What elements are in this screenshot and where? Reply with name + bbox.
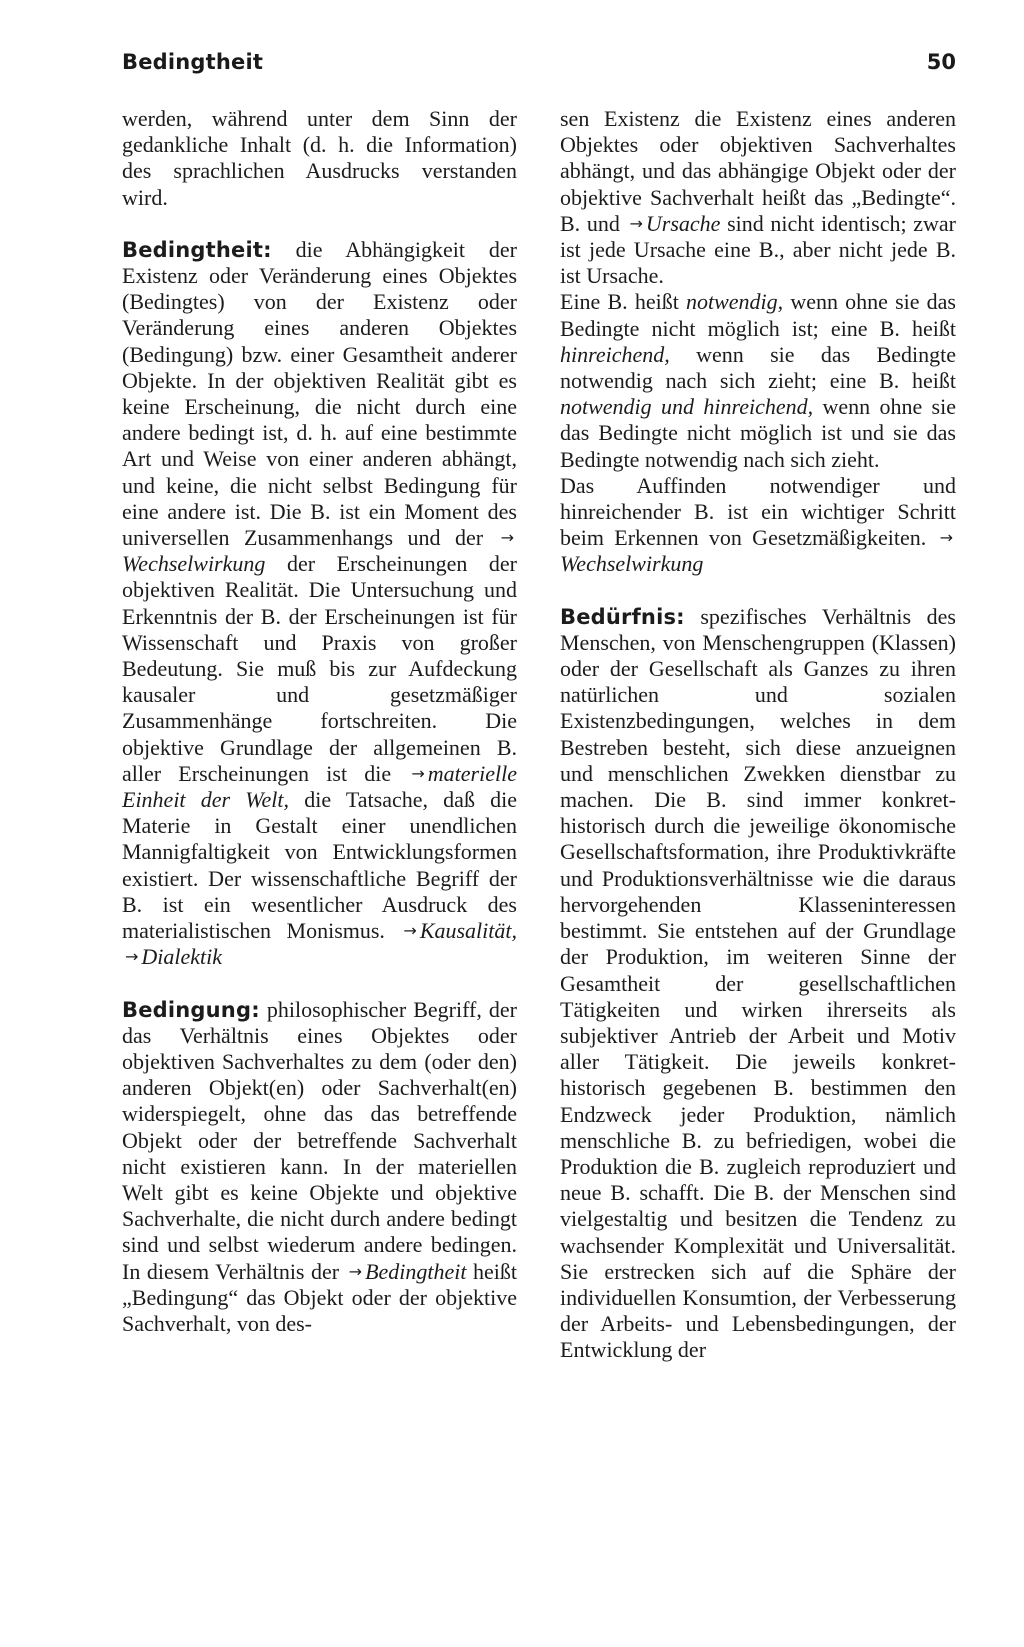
entry-text: spezifisches Verhältnis des Menschen, von Menschengruppen (Klassen) oder der Gesellschaft als Ganzes zu ihren natürlichen und sozialen Existenzbedingungen, welches in dem Bestreben besteht, sich diese anzueignen und menschlichen Zwekken dienstbar zu machen. Die B. sind immer konkret-historisch durch die jeweilige ökonomische Gesellschaftsformation, ihre Produktivkräfte und Produktionsverhältnisse wie die daraus hervorgehenden Klasseninteressen bestimmt. Sie entstehen auf der Grundlage der Produktion, im weiteren Sinne der Gesamtheit der gesellschaftlichen Tätigkeiten und wirken ihrerseits als subjektiver Antrieb der Arbeit und Motiv aller Tätigkeit. Die jeweils konkret-historisch gegebenen B. bestimmen den Endzweck jeder Produktion, nämlich menschliche B. zu befriedigen, wobei die Produktion die B. zugleich reproduziert und neue B. schafft. Die B. der Menschen sind vielgestaltig und besitzen die Tendenz zu wachsender Komplexität und Universalität. Sie erstrecken sich auf die Sphäre der individuellen Konsumtion, der Verbesserung der Arbeits- und Lebensbedingungen, der Entwicklung der — [560, 603, 956, 1363]
entry-text: philosophischer Begriff, der das Verhältnis eines Objektes oder objektiven Sachverhaltes zu dem (oder den) anderen Objekt(en) oder Sachverhalt(en) widerspiegelt, ohne das das betreffende Objekt oder der betreffende Sachverhalt nicht existieren kann. In der materiellen Welt gibt es keine Objekte und objektive Sachverhalte, die nicht durch andere bedingt sind und selbst wiederum andere bedingen. In diesem Verhältnis der — [122, 996, 517, 1284]
entry-text: wenn sie das Bedingte notwendig nach sich zieht; eine B. heißt — [560, 341, 956, 394]
cross-reference-arrow-icon: → — [403, 921, 417, 941]
cross-reference-arrow-icon: → — [125, 947, 139, 967]
cross-reference-arrow-icon: → — [629, 213, 643, 233]
cross-reference-link[interactable]: materielle Einheit der Welt, — [122, 760, 517, 813]
cross-reference-link[interactable]: Ursache — [645, 210, 721, 236]
entry-text: sen Existenz die Existenz eines anderen Objektes oder objektiven Sachverhaltes abhängt, und das abhängige Objekt oder der objektive Sachverhalt heißt das „Bedingte“. B. und — [560, 106, 956, 236]
entry-bedingung — [122, 997, 517, 1338]
right-column — [560, 106, 956, 1364]
cross-reference-link[interactable]: Dialektik — [141, 944, 223, 970]
entry-text: wenn ohne sie das Bedingte nicht möglich ist und sie das Bedingte notwendig nach sich zieht. — [560, 394, 956, 472]
entry-text: die Tatsache, daß die Materie in Gestalt einer unendlichen Mannigfaltigkeit von Entwicklungsformen existiert. Der wissenschaftliche Begriff der B. ist ein wesentlicher Ausdruck des materialistischen Monismus. — [122, 787, 517, 944]
emphasis-term: notwendig und hinreichend, — [560, 394, 814, 420]
cross-reference-arrow-icon: → — [348, 1261, 363, 1281]
entry-text: der Erscheinungen der objektiven Realität. Die Untersuchung und Erkenntnis der B. der Erscheinungen ist für Wissenschaft und Praxis von großer Bedeutung. Sie muß bis zur Aufdeckung kausaler und gesetzmäßiger Zusammenhänge fortschreiten. Die objektive Grundlage der allgemeinen B. aller Erscheinungen ist die — [122, 551, 517, 786]
continuation-paragraph — [560, 106, 956, 289]
cross-reference-link[interactable]: Bedingtheit — [365, 1258, 467, 1284]
emphasis-term: notwendig, — [685, 289, 784, 315]
running-head: Bedingtheit — [122, 50, 264, 74]
paragraph-auffinden — [560, 473, 956, 578]
entry-text: wenn ohne sie das Bedingte nicht möglich ist; eine B. heißt — [560, 289, 956, 341]
entry-term: Bedingung: — [122, 997, 260, 1022]
cross-reference-link[interactable]: Kausalität, — [419, 918, 517, 944]
entry-term: Bedürfnis: — [560, 604, 685, 629]
cross-reference-arrow-icon: → — [939, 528, 954, 548]
entry-bedingtheit — [122, 237, 517, 971]
entry-text: heißt „Bedingung“ das Objekt oder der objektive Sachverhalt, von des- — [122, 1258, 517, 1336]
cross-reference-arrow-icon: → — [500, 528, 514, 548]
cross-reference-arrow-icon: → — [411, 763, 425, 783]
entry-text: Das Auffinden notwendiger und hinreichender B. ist ein wichtiger Schritt beim Erkennen von Gesetzmäßigkeiten. — [560, 472, 956, 551]
paragraph-notwendig-hinreichend — [560, 289, 956, 472]
page-number: 50 — [926, 50, 956, 74]
left-column — [122, 106, 517, 1337]
cross-reference-link[interactable]: Wechselwirkung — [560, 551, 704, 577]
emphasis-term: hinreichend, — [560, 341, 670, 367]
entry-text: Eine B. heißt — [560, 289, 686, 315]
entry-beduerfnis — [560, 604, 956, 1364]
cross-reference-link[interactable]: Wechselwirkung — [122, 551, 266, 577]
entry-text: die Abhängigkeit der Existenz oder Veränderung eines Objektes (Bedingtes) von der Existenz oder Veränderung eines anderen Objektes (Bedingung) bzw. einer Gesamtheit anderer Objekte. In der objektiven Realität gibt es keine Erscheinung, die nicht durch eine andere bedingt ist, d. h. auf eine bestimmte Art und Weise von einer anderen abhängt, und keine, die nicht selbst Bedingung für eine andere ist. Die B. ist ein Moment des universellen Zusammenhangs und der — [122, 236, 517, 551]
entry-term: Bedingtheit: — [122, 237, 272, 262]
entry-text: sind nicht identisch; zwar ist jede Ursache eine B., aber nicht jede B. ist Ursache. — [560, 210, 956, 289]
continuation-paragraph: werden, während unter dem Sinn der gedankliche Inhalt (d. h. die Information) des sprachlichen Ausdrucks verstanden wird. — [122, 106, 517, 210]
